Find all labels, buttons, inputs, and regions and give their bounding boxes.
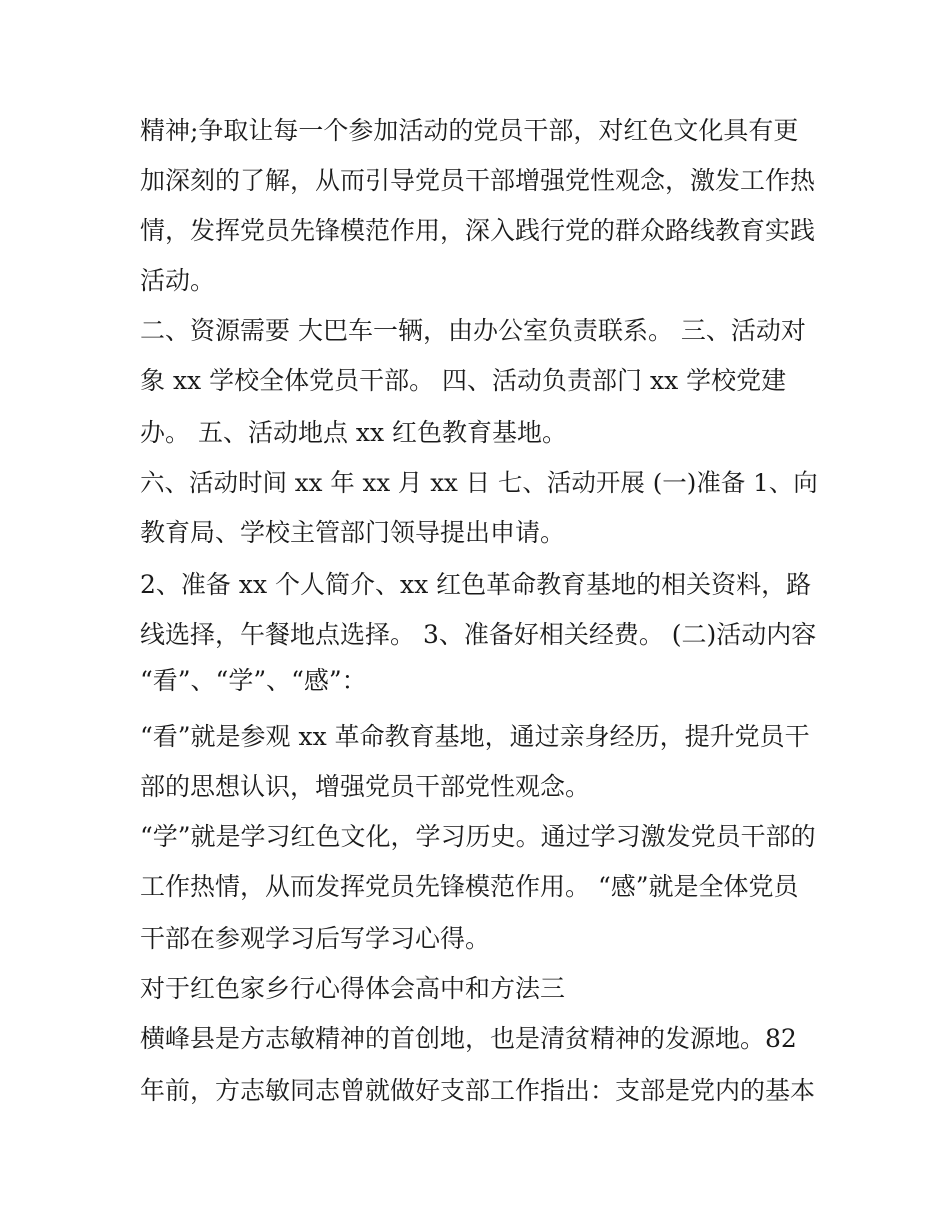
text-line: 横峰县是方志敏精神的首创地，也是清贫精神的发源地。82	[140, 1024, 797, 1053]
text-line: “学”就是学习红色文化，学习历史。通过学习激发党员干部的	[140, 822, 816, 851]
text-line: 工作热情，从而发挥党员先锋模范作用。 “感”就是全体党员	[140, 872, 799, 901]
text-line: 办。 五、活动地点 xx 红色教育基地。	[140, 418, 568, 447]
text-line: 二、资源需要 大巴车一辆，由办公室负责联系。 三、活动对	[140, 316, 806, 345]
text-line: 2、准备 xx 个人简介、xx 红色革命教育基地的相关资料，路	[140, 570, 812, 599]
text-line: 精神;争取让每一个参加活动的党员干部，对红色文化具有更	[140, 116, 799, 145]
text-line: 六、活动时间 xx 年 xx 月 xx 日 七、活动开展 (一)准备 1、向	[140, 468, 818, 497]
text-line: 干部在参观学习后写学习心得。	[140, 924, 491, 953]
text-line: 活动。	[140, 266, 216, 295]
text-line: 情，发挥党员先锋模范作用，深入践行党的群众路线教育实践	[140, 216, 816, 245]
text-line: 年前，方志敏同志曾就做好支部工作指出：支部是党内的基本	[140, 1076, 816, 1105]
text-line: “看”就是参观 xx 革命教育基地，通过亲身经历，提升党员干	[140, 722, 810, 751]
text-line: 加深刻的了解，从而引导党员干部增强党性观念，激发工作热	[140, 166, 816, 195]
text-line: 教育局、学校主管部门领导提出申请。	[140, 518, 566, 547]
text-line: 线选择，午餐地点选择。 3、准备好相关经费。 (二)活动内容	[140, 620, 817, 649]
text-line: 部的思想认识，增强党员干部党性观念。	[140, 772, 591, 801]
text-line: 象 xx 学校全体党员干部。 四、活动负责部门 xx 学校党建	[140, 366, 787, 395]
text-line: “看”、“学”、“感”：	[140, 666, 367, 695]
text-line: 对于红色家乡行心得体会高中和方法三	[140, 974, 566, 1003]
